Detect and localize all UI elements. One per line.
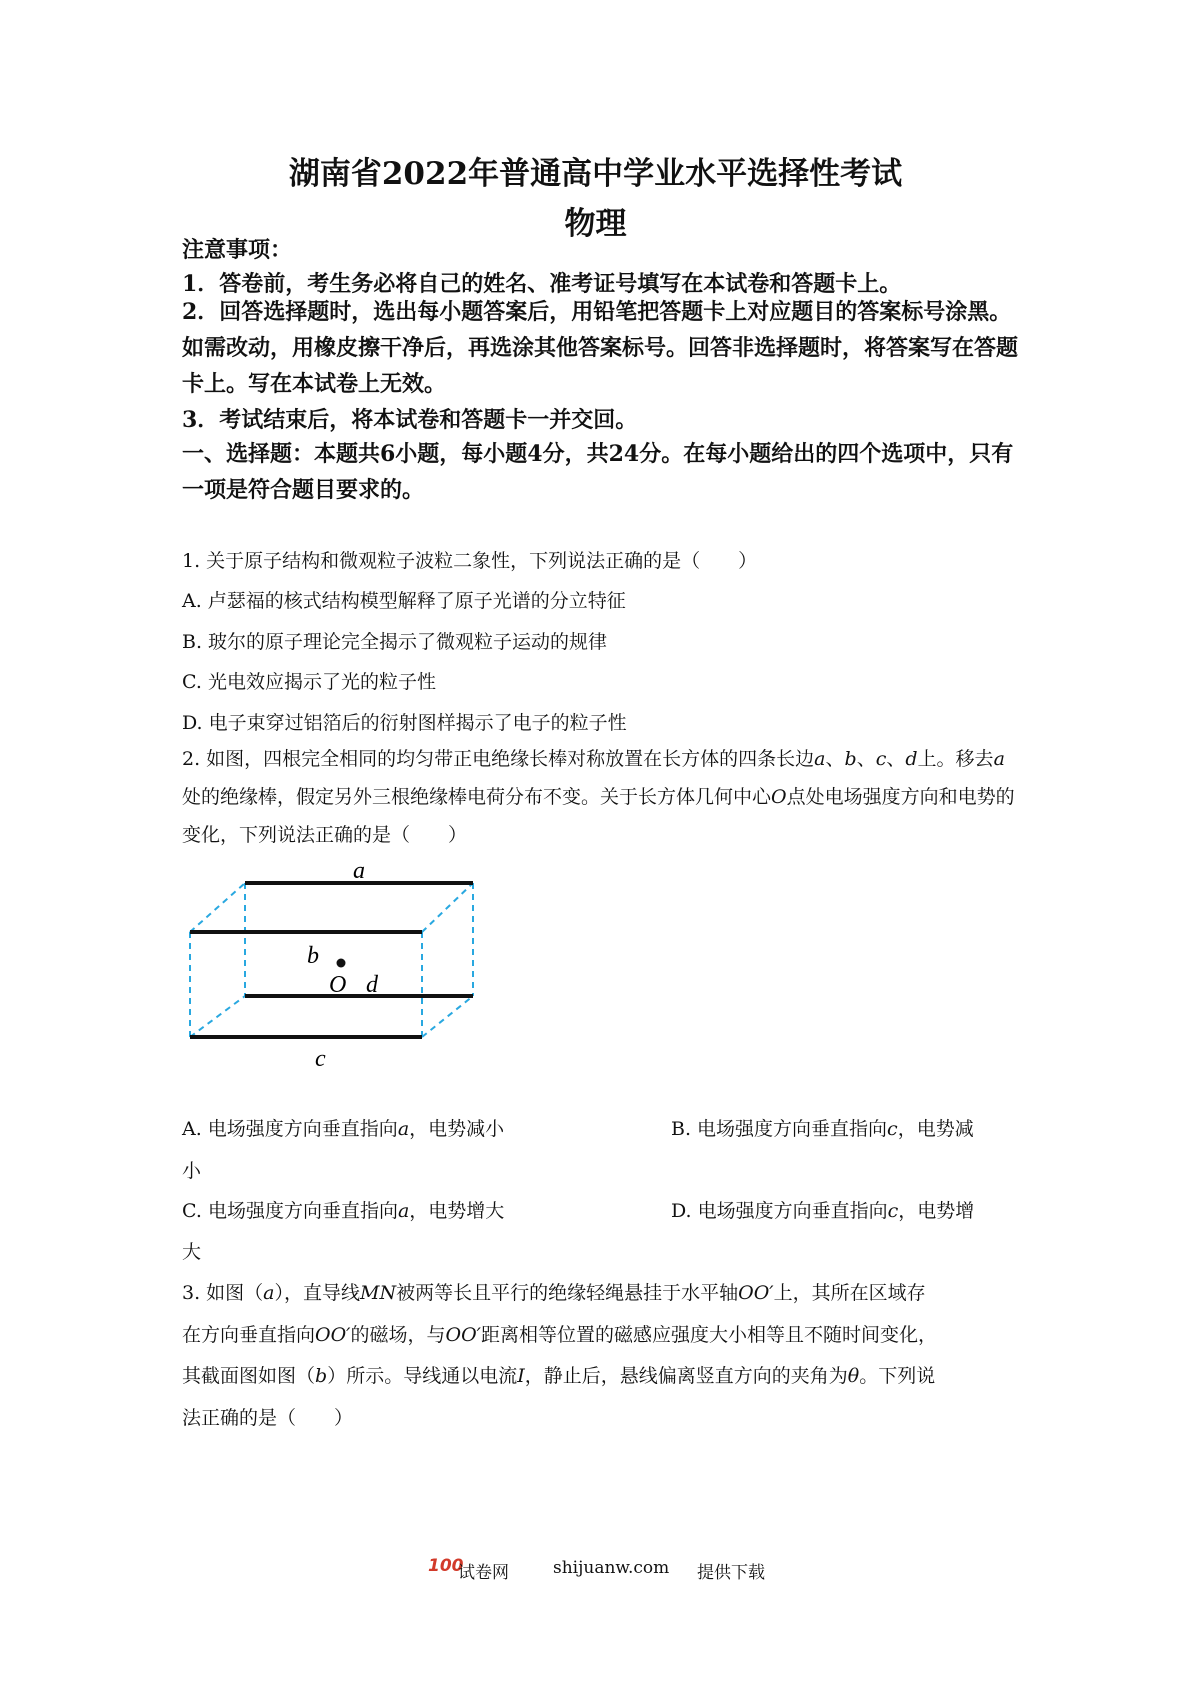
label-b: b	[307, 943, 319, 969]
notice-item-2: 2．回答选择题时，选出每小题答案后，用铅笔把答题卡上对应题目的答案标号涂黑。如需改动，用橡皮擦干净后，再选涂其他答案标号。回答非选择题时，将答案写在答题卡上。写在本试卷上无效。	[182, 299, 1019, 397]
label-c: c	[315, 1046, 326, 1072]
site-logo: 100	[428, 1556, 464, 1576]
q2-option-d: D. 电场强度方向垂直指向c，电势增	[671, 1200, 975, 1222]
footer-site-name: 试卷网	[458, 1563, 509, 1583]
q2-option-a: A. 电场强度方向垂直指向a，电势减小	[182, 1118, 505, 1140]
q1-option-d: D. 电子束穿过铝箔后的衍射图样揭示了电子的粒子性	[182, 712, 627, 734]
notice-heading: 注意事项：	[182, 237, 293, 263]
label-O: O	[329, 972, 347, 998]
q2-option-d-wrap: 大	[182, 1241, 202, 1263]
q2-option-b-wrap: 小	[182, 1160, 202, 1182]
q1-option-a: A. 卢瑟福的核式结构模型解释了原子光谱的分立特征	[182, 590, 626, 612]
q1-option-b: B. 玻尔的原子理论完全揭示了微观粒子运动的规律	[182, 631, 608, 653]
q2-stem: 2. 如图，四根完全相同的均匀带正电绝缘长棒对称放置在长方体的四条长边a、b、c、d上。移去a处的绝缘棒，假定另外三根绝缘棒电荷分布不变。关于长方体几何中心O点处电场强度方向和电势的变化，下列说法正确的是（ ）	[182, 748, 1015, 846]
q3-line-3: 其截面图如图（b）所示。导线通以电流I，静止后，悬线偏离竖直方向的夹角为θ。下列说	[182, 1365, 936, 1387]
q3-line-4: 法正确的是（ ）	[182, 1407, 354, 1429]
cuboid-figure	[190, 858, 490, 1075]
edge-bottom-right	[422, 996, 473, 1037]
q3-line-2: 在方向垂直指向OO′的磁场，与OO′距离相等位置的磁感应强度大小相等且不随时间变化，	[182, 1324, 937, 1346]
q2-option-c: C. 电场强度方向垂直指向a，电势增大	[182, 1200, 505, 1222]
q2-option-b: B. 电场强度方向垂直指向c，电势减	[671, 1118, 974, 1140]
edge-top-left	[190, 883, 245, 932]
center-point-O	[337, 959, 346, 968]
notice-item-1: 1．答卷前，考生务必将自己的姓名、准考证号填写在本试卷和答题卡上。	[182, 271, 902, 297]
footer-provide: 提供下载	[697, 1563, 765, 1583]
edge-bottom-left	[190, 996, 245, 1037]
q1-option-c: C. 光电效应揭示了光的粒子性	[182, 671, 436, 693]
q3-line-1: 3. 如图（a），直导线MN被两等长且平行的绝缘轻绳悬挂于水平轴OO′上，其所在区域存	[182, 1282, 926, 1304]
notice-item-3: 3．考试结束后，将本试卷和答题卡一并交回。	[182, 407, 638, 433]
label-d: d	[366, 972, 378, 998]
edge-top-right	[422, 883, 473, 932]
section-heading: 一、选择题：本题共6小题，每小题4分，共24分。在每小题给出的四个选项中，只有一项是符合题目要求的。	[182, 441, 1014, 503]
q1-stem: 1. 关于原子结构和微观粒子波粒二象性，下列说法正确的是（ ）	[182, 550, 758, 572]
subject-title: 物理	[564, 206, 627, 242]
exam-title: 湖南省2022年普通高中学业水平选择性考试	[288, 156, 903, 192]
footer-url[interactable]: shijuanw.com	[553, 1558, 670, 1578]
label-a: a	[353, 858, 365, 884]
